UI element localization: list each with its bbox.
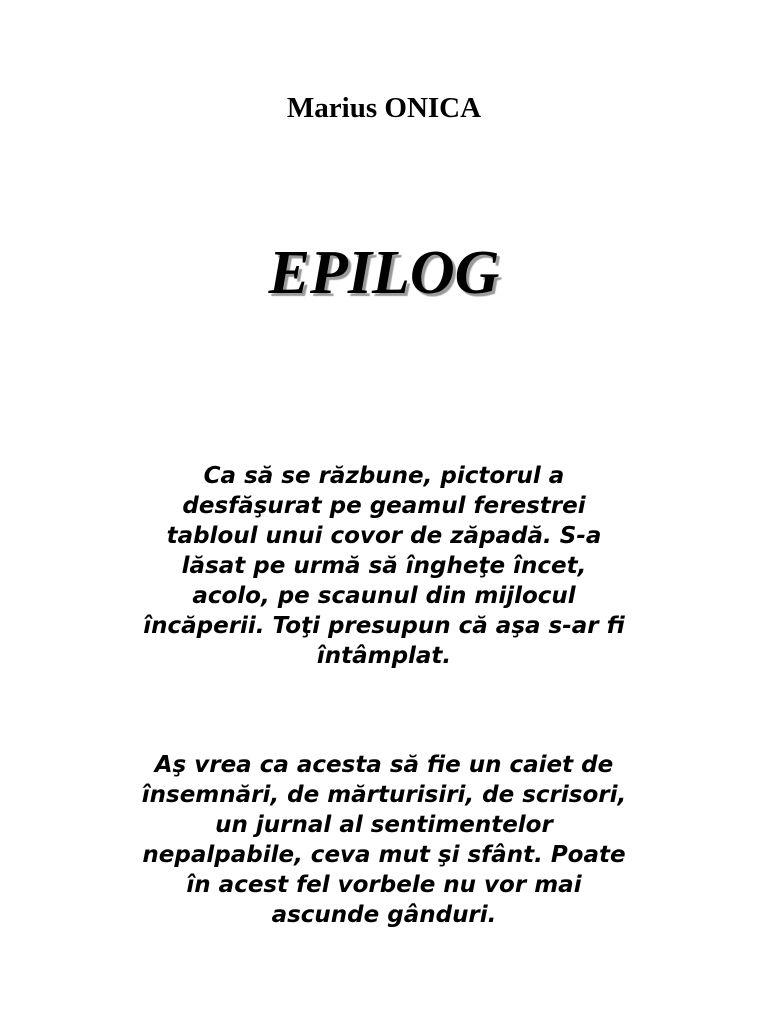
paragraph-line: desfăşurat pe geamul ferestrei bbox=[182, 493, 586, 519]
paragraph-line: tabloul unui covor de zăpadă. S-a bbox=[166, 523, 602, 549]
paragraph-line: Aş vrea ca acesta să fie un caiet de bbox=[154, 752, 614, 778]
paragraph-line: Ca să se răzbune, pictorul a bbox=[203, 463, 565, 489]
document-title: EPILOG bbox=[268, 239, 500, 307]
paragraph-line: încăperii. Toţi presupun că aşa s-ar fi bbox=[143, 613, 625, 639]
paragraph-line: acolo, pe scaunul din mijlocul bbox=[192, 583, 576, 609]
author-name: Marius ONICA bbox=[286, 92, 482, 124]
paragraph-line: întâmplat. bbox=[316, 643, 452, 669]
paragraph-line: în acest fel vorbele nu vor mai bbox=[186, 872, 582, 898]
paragraph-2 bbox=[84, 750, 684, 930]
paragraph-line: nepalpabile, ceva mut şi sfânt. Poate bbox=[142, 842, 626, 868]
paragraph-1 bbox=[84, 461, 684, 671]
paragraph-line: un jurnal al sentimentelor bbox=[215, 812, 553, 838]
paragraph-line: lăsat pe urmă să îngheţe încet, bbox=[181, 553, 587, 579]
paragraph-line: ascunde gânduri. bbox=[271, 902, 497, 928]
paragraph-line: însemnări, de mărturisiri, de scrisori, bbox=[141, 782, 627, 808]
